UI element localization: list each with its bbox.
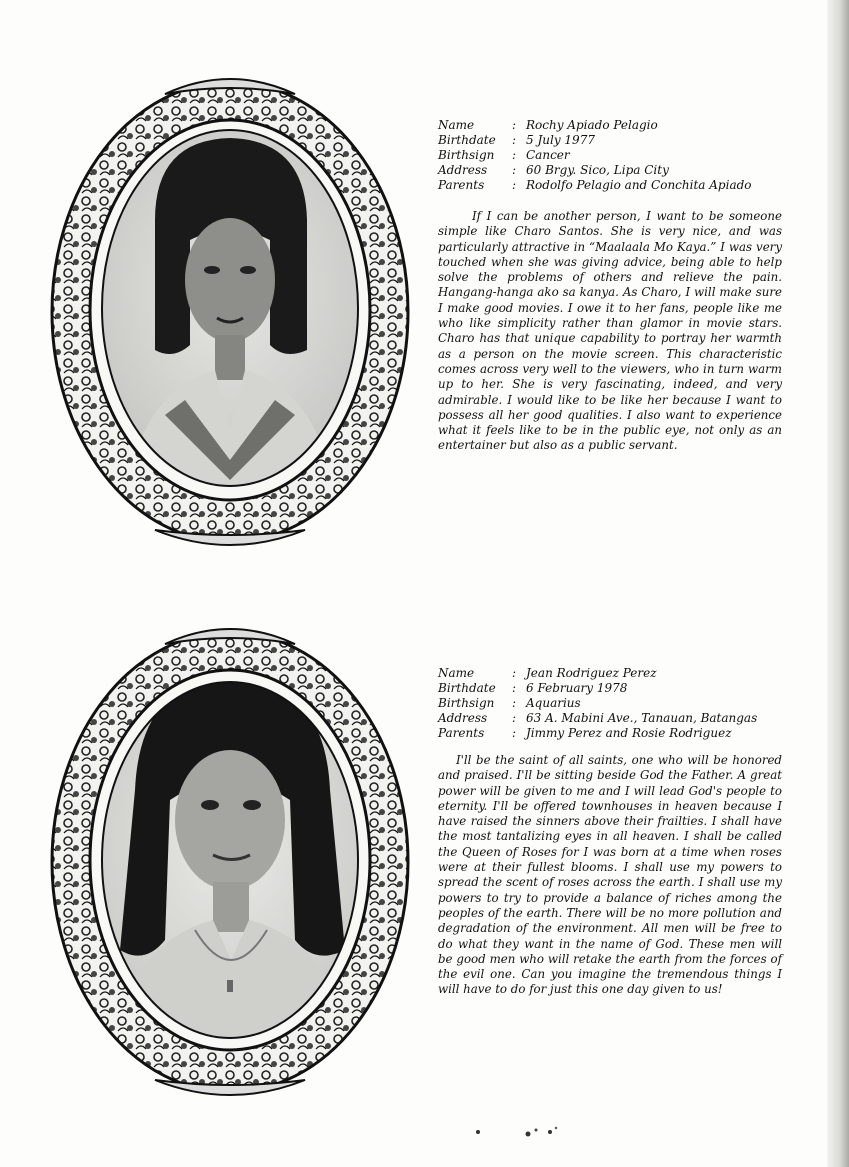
student-profile [438, 118, 788, 466]
scan-specks [470, 1122, 590, 1142]
field-separator: : [512, 133, 517, 147]
portrait-photo [45, 620, 415, 1105]
field-value: Rodolfo Pelagio and Conchita Apiado [526, 178, 752, 192]
field-value: 6 February 1978 [526, 681, 628, 695]
student-profile [438, 666, 788, 1010]
field-separator: : [512, 118, 517, 132]
birthsign-field [438, 148, 788, 163]
field-label: Parents [438, 178, 485, 192]
essay-paragraph: If I can be another person, I want to be someone simple like Charo Santos. She is very nice, and was particularly attractive in “Maalaala Mo Kaya.” I was very touched when she was giving advice, being able to help solve the problems of others and relieve the pain. Hangang-hanga ako sa kanya. As Charo, I will make sure I make good movies. I owe it to her fans, people like me who like simplicity rather than glamor in movie stars. Charo has that unique capability to portray her warmth as a person on the movie screen. This characteristic comes across very well to the viewers, who in turn warm up to her. She is very fascinating, indeed, and very admirable. I would like to be like her because I want to possess all her good qualities. I also want to experience what it feels like to be in the public eye, not only as an entertainer but also as a public servant. [438, 209, 782, 453]
field-value: 5 July 1977 [526, 133, 595, 147]
parents-field [438, 178, 788, 193]
profile-fields [438, 666, 788, 741]
field-label: Parents [438, 726, 485, 740]
profile-fields [438, 118, 788, 193]
field-label: Address [438, 711, 488, 725]
student-entry [0, 620, 849, 1110]
field-label: Birthdate [438, 133, 496, 147]
field-separator: : [512, 666, 517, 680]
field-value: Cancer [526, 148, 570, 162]
field-value: 60 Brgy. Sico, Lipa City [526, 163, 669, 177]
field-value: Jimmy Perez and Rosie Rodriguez [526, 726, 732, 740]
student-entry [0, 70, 849, 560]
field-separator: : [512, 711, 517, 725]
parents-field [438, 726, 788, 741]
address-field [438, 711, 788, 726]
address-field [438, 163, 788, 178]
field-label: Name [438, 666, 475, 680]
field-separator: : [512, 726, 517, 740]
field-label: Address [438, 163, 488, 177]
field-value: 63 A. Mabini Ave., Tanauan, Batangas [526, 711, 758, 725]
birthdate-field [438, 133, 788, 148]
field-label: Name [438, 118, 475, 132]
field-label: Birthsign [438, 696, 495, 710]
field-separator: : [512, 178, 517, 192]
field-label: Birthsign [438, 148, 495, 162]
field-value: Jean Rodriguez Perez [526, 666, 657, 680]
field-separator: : [512, 681, 517, 695]
field-separator: : [512, 148, 517, 162]
ornate-portrait-frame [45, 70, 415, 555]
birthsign-field [438, 696, 788, 711]
field-value: Aquarius [526, 696, 581, 710]
page-edge-shadow [827, 0, 849, 1167]
birthdate-field [438, 681, 788, 696]
field-label: Birthdate [438, 681, 496, 695]
field-separator: : [512, 696, 517, 710]
field-value: Rochy Apiado Pelagio [526, 118, 658, 132]
field-separator: : [512, 163, 517, 177]
name-field [438, 666, 788, 681]
essay-paragraph: I'll be the saint of all saints, one who will be honored and praised. I'll be sitting beside God the Father. A great power will be given to me and I will lead God's people to eternity. I'll be offered townhouses in heaven because I have raised the sinners above their frailties. I shall have the most tantalizing eyes in all heaven. I shall be called the Queen of Roses for I was born at a time when roses were at their fullest blooms. I shall use my powers to spread the scent of roses across the earth. I shall use my powers to try to provide a balance of riches among the peoples of the earth. There will be no more pollution and degradation of the environment. All men will be free to do what they want in the name of God. These men will be good men who will retake the earth from the forces of the evil one. Can you imagine the tremendous things I will have to do for just this one day given to us! [438, 753, 782, 997]
name-field [438, 118, 788, 133]
ornate-portrait-frame [45, 620, 415, 1105]
portrait-photo [45, 70, 415, 555]
